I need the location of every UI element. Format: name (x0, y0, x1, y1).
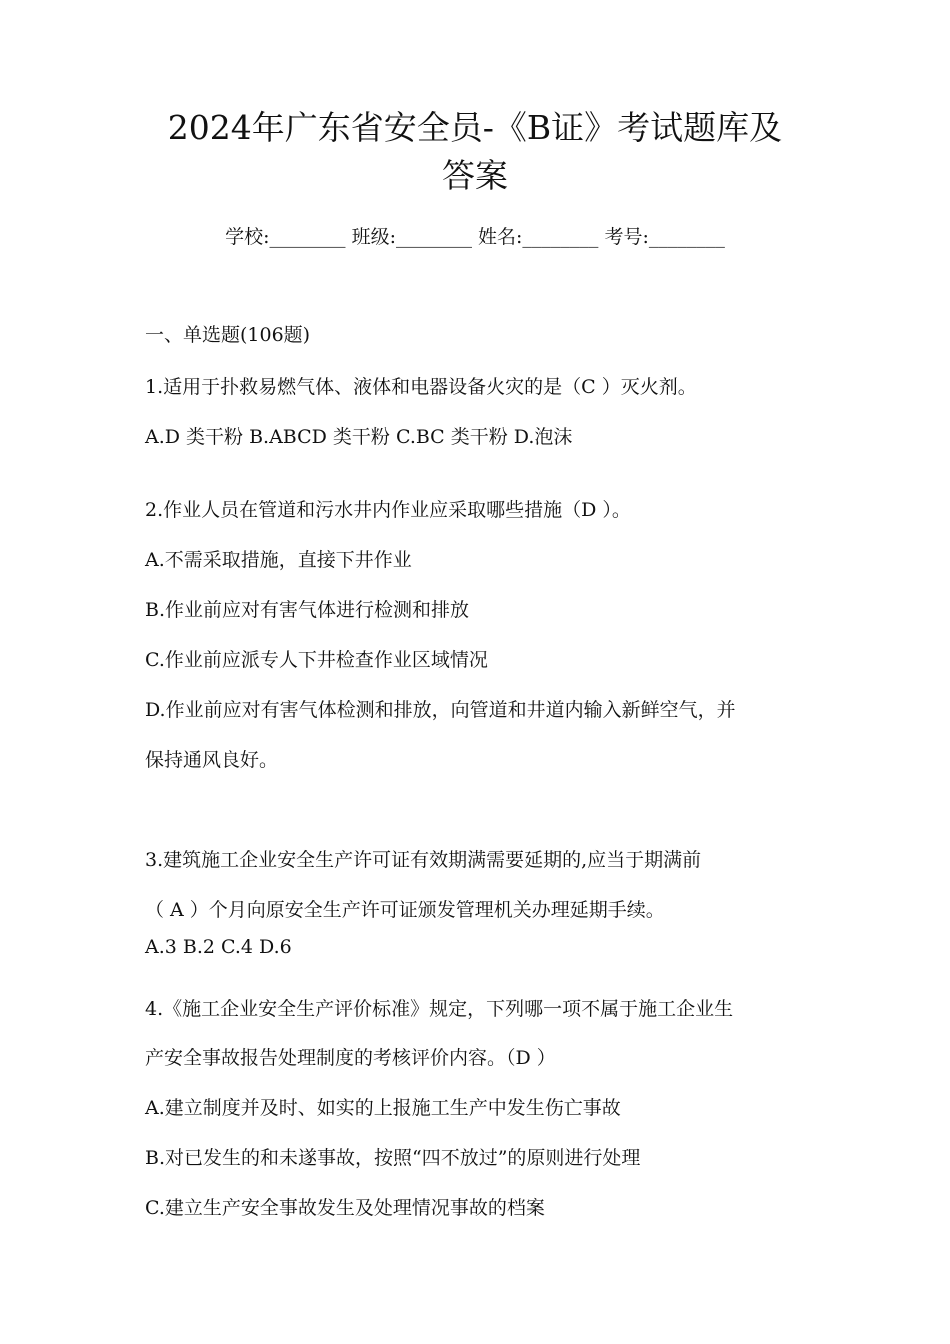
question-3-options: A.3 B.2 C.4 D.6 (145, 936, 292, 958)
question-2-option-b: B.作业前应对有害气体进行检测和排放 (145, 599, 470, 621)
question-3-stem: 3.建筑施工企业安全生产许可证有效期满需要延期的,应当于期满前 (145, 849, 702, 871)
question-2-stem: 2.作业人员在管道和污水井内作业应采取哪些措施（D ）。 (145, 499, 631, 521)
student-info-row: 学校:________ 班级:________ 姓名:________ 考号:________ (225, 226, 725, 248)
question-4-option-b: B.对已发生的和未遂事故，按照“四不放过”的原则进行处理 (145, 1147, 641, 1169)
question-2-option-c: C.作业前应派专人下井检查作业区域情况 (145, 649, 488, 671)
question-4-option-a: A.建立制度并及时、如实的上报施工生产中发生伤亡事故 (145, 1097, 621, 1119)
question-3-stem-continued: （ A ）个月向原安全生产许可证颁发管理机关办理延期手续。 (145, 899, 665, 921)
question-2-option-a: A.不需采取措施，直接下井作业 (145, 549, 412, 571)
document-title-line-2: 答案 (442, 156, 508, 195)
section-heading: 一、单选题(106题) (145, 324, 311, 346)
question-1-stem: 1.适用于扑救易燃气体、液体和电器设备火灾的是（C ）灭火剂。 (145, 376, 697, 398)
question-1-options: A.D 类干粉 B.ABCD 类干粉 C.BC 类干粉 D.泡沫 (145, 426, 573, 448)
question-2-option-d: D.作业前应对有害气体检测和排放，向管道和井道内输入新鲜空气，并 (145, 699, 736, 721)
question-4-option-c: C.建立生产安全事故发生及处理情况事故的档案 (145, 1197, 545, 1219)
question-4-stem-continued: 产安全事故报告处理制度的考核评价内容。（D ） (145, 1047, 556, 1069)
question-4-stem: 4.《施工企业安全生产评价标准》规定，下列哪一项不属于施工企业生 (145, 998, 734, 1020)
question-2-option-d-continued: 保持通风良好。 (145, 749, 279, 771)
document-title-line-1: 2024年广东省安全员-《B证》考试题库及 (167, 108, 783, 147)
